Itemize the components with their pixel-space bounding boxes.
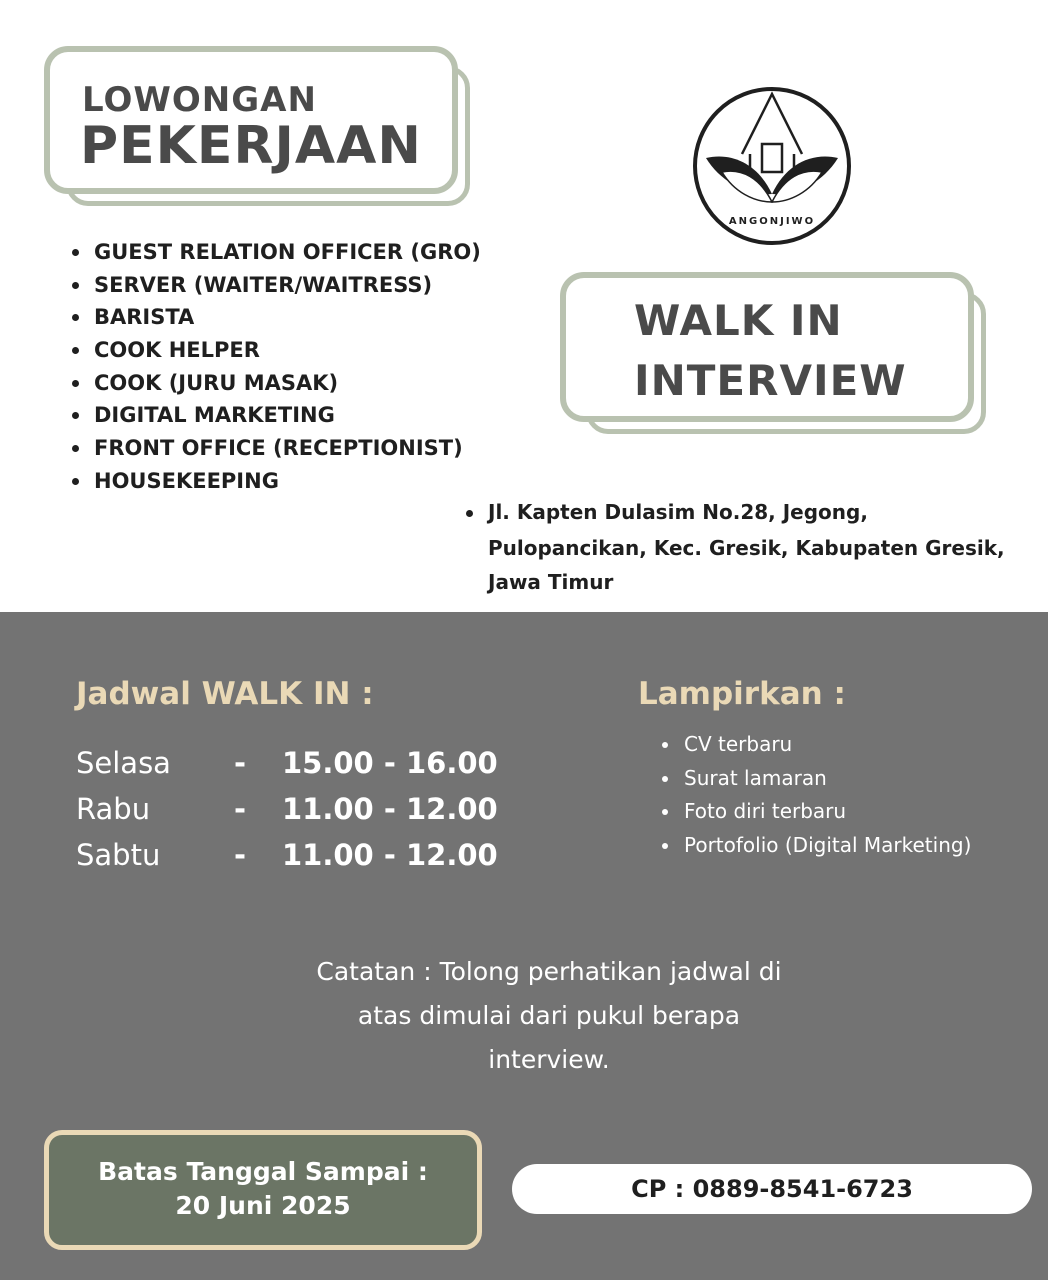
address-line-2: Pulopancikan, Kec. Gresik, Kabupaten Gresik, — [488, 536, 1005, 560]
schedule-dash: - — [234, 792, 247, 826]
deadline-box — [44, 1130, 482, 1250]
list-item: CV terbaru — [660, 728, 971, 762]
schedule-time: 11.00 - 12.00 — [282, 838, 498, 872]
schedule-dash: - — [234, 838, 247, 872]
schedule-dash: - — [234, 746, 247, 780]
list-item: Surat lamaran — [660, 762, 971, 796]
schedule-day: Selasa — [76, 746, 171, 780]
list-item: GUEST RELATION OFFICER (GRO) — [72, 236, 481, 269]
deadline-label: Batas Tanggal Sampai : — [98, 1157, 428, 1186]
schedule-time: 15.00 - 16.00 — [282, 746, 498, 780]
note-line-3: interview. — [488, 1045, 610, 1074]
title-line-2: PEKERJAAN — [80, 116, 422, 176]
title-box — [44, 46, 458, 194]
walk-in-line-1: WALK IN — [634, 296, 843, 345]
schedule-heading: Jadwal WALK IN : — [76, 676, 374, 712]
deadline-date: 20 Juni 2025 — [175, 1191, 351, 1220]
top-section — [0, 0, 1048, 612]
address-line-3: Jawa Timur — [488, 570, 614, 594]
walk-in-line-2: INTERVIEW — [634, 356, 907, 405]
attachments-list — [660, 728, 971, 863]
walk-in-box — [560, 272, 974, 422]
bullet-icon — [466, 510, 473, 517]
list-item: FRONT OFFICE (RECEPTIONIST) — [72, 432, 481, 465]
list-item: BARISTA — [72, 301, 481, 334]
house-leaves-logo-icon — [692, 86, 852, 246]
schedule-day: Rabu — [76, 792, 151, 826]
title-line-1: LOWONGAN — [82, 80, 317, 120]
address-line-1: Jl. Kapten Dulasim No.28, Jegong, — [488, 500, 868, 524]
list-item: DIGITAL MARKETING — [72, 399, 481, 432]
contact-phone: CP : 0889-8541-6723 — [512, 1164, 1032, 1214]
schedule-time: 11.00 - 12.00 — [282, 792, 498, 826]
note — [224, 950, 874, 1082]
list-item: COOK HELPER — [72, 334, 481, 367]
list-item: Portofolio (Digital Marketing) — [660, 829, 971, 863]
list-item: Foto diri terbaru — [660, 795, 971, 829]
list-item: HOUSEKEEPING — [72, 465, 481, 498]
job-list — [72, 236, 481, 498]
schedule-day: Sabtu — [76, 838, 161, 872]
logo-name: ANGONJIWO — [728, 216, 816, 227]
note-line-1: Catatan : Tolong perhatikan jadwal di — [316, 957, 782, 986]
list-item: COOK (JURU MASAK) — [72, 367, 481, 400]
attachments-heading: Lampirkan : — [638, 676, 846, 712]
list-item: SERVER (WAITER/WAITRESS) — [72, 269, 481, 302]
note-line-2: atas dimulai dari pukul berapa — [357, 1001, 741, 1030]
